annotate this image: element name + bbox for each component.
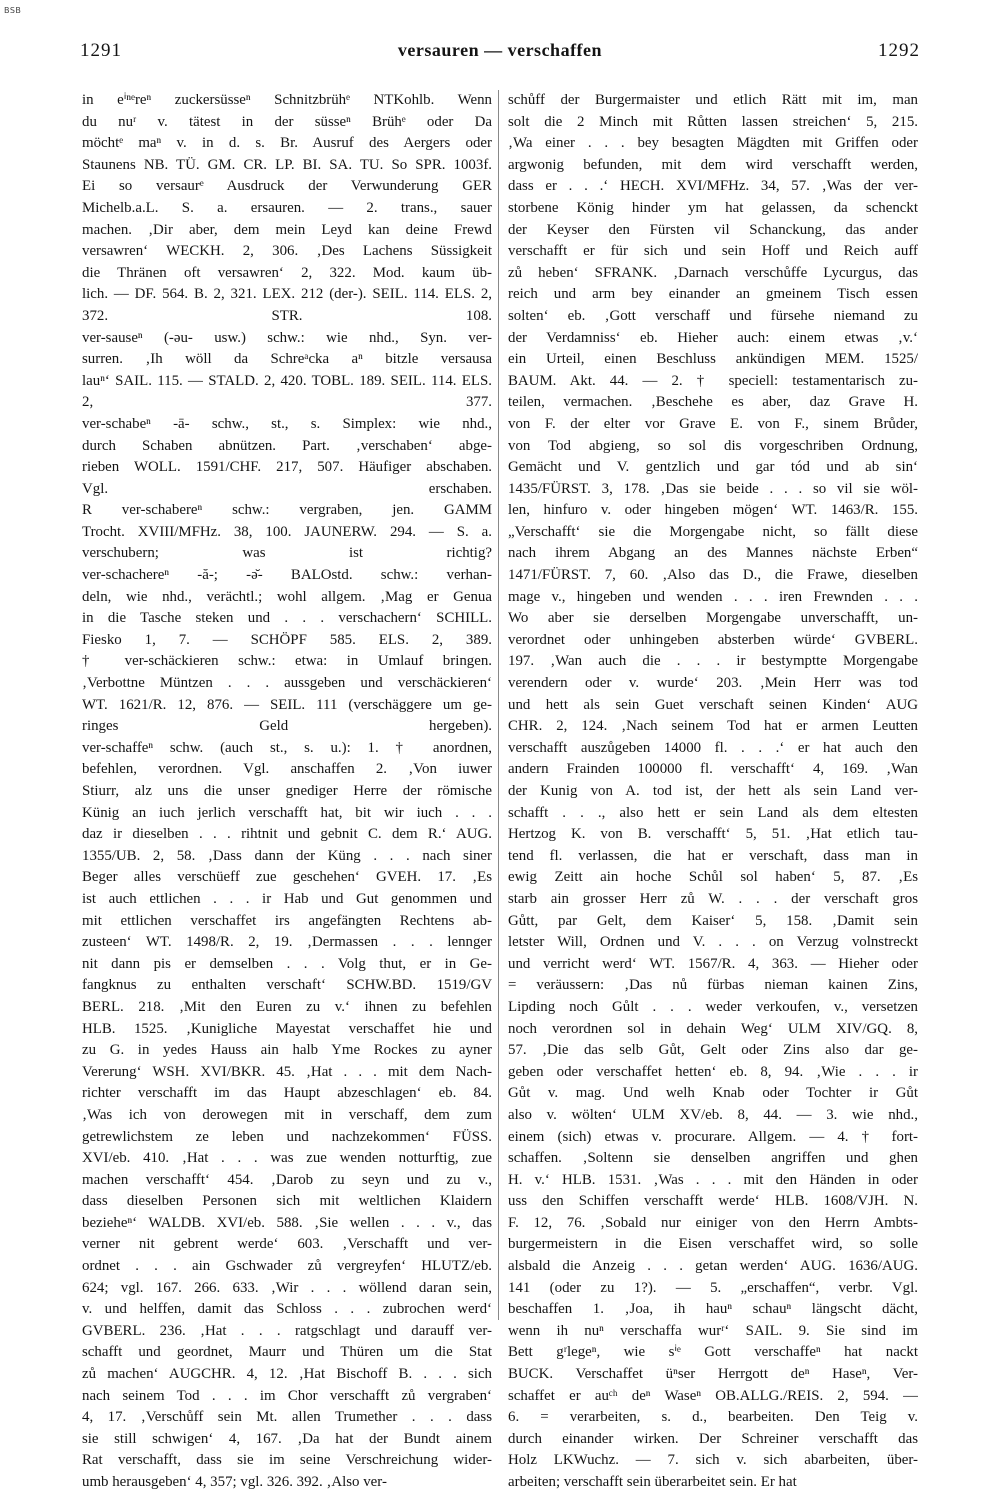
text-line: geben oder verschaffet hetten‘ eb. 8, 94. ‚Wie . . . ir: [508, 1063, 918, 1080]
text-line: nit dann pis er demselben . . . Volg thut, er in Ge-: [82, 955, 492, 972]
text-line: zusteen‘ WT. 1498/R. 2, 19. ‚Dermassen . . . lennger: [82, 934, 492, 951]
text-line: 141 (oder zu 1?). — 5. „erschaffen“, verbr. Vgl.: [508, 1279, 918, 1296]
text-line: der Keyser den Fürsten vil Schanckung, das ander: [508, 221, 918, 238]
text-line: schafft und geordnet, Maurr und Thüren um die Stat: [82, 1344, 492, 1361]
text-line: tend fl. verlassen, die hat er verschaft, dass man in: [508, 847, 918, 864]
text-line: ein Urteil, einen Beschluss ankündigen MEM. 1525/: [508, 351, 918, 368]
text-line: nach ihrem Abgang an des Mannes nächste Erben“: [508, 545, 918, 562]
text-line: surren. ‚Ih wöll da Schreᵃcka aⁿ bitzle versausa: [82, 351, 492, 368]
text-line: Rat verschafft, dass sie im seine Verschreichung wider-: [82, 1452, 492, 1469]
text-line: 197. ‚Wan auch die . . . ir bestymptte Morgengabe: [508, 653, 918, 670]
text-line: Vgl. erschaben.: [82, 480, 492, 497]
text-line: solt die 2 Minch mit Růtten lassen streichen‘ 5, 215.: [508, 113, 918, 130]
text-line: Beger alles verschüeff zue geschehen‘ GVEH. 17. ‚Es: [82, 869, 492, 886]
text-line: Michelb.a.L. S. a. ersauren. — 2. trans., sauer: [82, 199, 492, 216]
text-line: und verricht werd‘ WT. 1567/R. 4, 363. — Hieher oder: [508, 955, 918, 972]
text-line: zu G. in yedes Hauss ain halb Yme Rockes zu ayner: [82, 1042, 492, 1059]
text-line: verendern oder v. wurde‘ 203. ‚Mein Herr was tod: [508, 675, 918, 692]
running-title: versauren — verschaffen: [397, 40, 603, 60]
text-line: du nuʳ v. tätest in der süsseⁿ Brühᵉ oder Da: [82, 113, 492, 130]
text-line: beschaffen 1. ‚Joa, ih hauⁿ schauⁿ längscht dächt,: [508, 1301, 918, 1318]
text-line: WT. 1621/R. 12, 876. — SEIL. 111 (verschäggere um ge-: [82, 696, 492, 713]
text-line: „Verschafft‘ sie die Morgengabe nicht, so fällt diese: [508, 523, 918, 540]
text-line: Lipding noch Gůlt . . . weder verkoufen, v., versetzen: [508, 998, 918, 1015]
text-line: 2, 377.: [82, 394, 492, 411]
text-line: andern Frainden 100000 fl. verschafft‘ 4, 169. ‚Wan: [508, 761, 918, 778]
text-line: ringes Geld hergeben).: [82, 718, 492, 735]
text-line: len, hinfuro v. oder hingeben mögen‘ WT. 1463/R. 155.: [508, 502, 918, 519]
text-line: getrewlichstem ze leben und nachzekommen‘ FÜSS.: [82, 1128, 492, 1145]
text-line: rieben WOLL. 1591/CHF. 217, 507. Häufiger abschaben.: [82, 459, 492, 476]
text-line: uss den Schiffen verschafft werde‘ HLB. 1608/VJH. N.: [508, 1193, 918, 1210]
text-line: Bett gʳlegeⁿ, wie sⁱᵉ Gott verschaffeⁿ hat nackt: [508, 1344, 918, 1361]
text-line: mit ettlichen verschaffet irs angefängten Rechtens ab-: [82, 912, 492, 929]
text-line: von F. der elter vor Grave E. von F., sinem Brůder,: [508, 415, 918, 432]
text-line: schafft . . ., also hett er sein Land als dem eltesten: [508, 804, 918, 821]
text-line: ver-schachereⁿ -ă-; -ə̆- BALOstd. schw.: verhan-: [82, 567, 492, 584]
text-line: 372. STR. 108.: [82, 307, 492, 324]
text-line: BAUM. Akt. 44. — 2. † speciell: testamentarisch zu-: [508, 372, 918, 389]
text-line: BUCK. Verschaffet üⁿser Herrgott deⁿ Haseⁿ, Ver-: [508, 1366, 918, 1383]
text-line: XVI/eb. 410. ‚Hat . . . was zue wenden notturftig, zue: [82, 1150, 492, 1167]
text-line: bezieheⁿ‘ WALDB. XVI/eb. 588. ‚Sie wellen . . . v., das: [82, 1214, 492, 1231]
text-line: Trocht. XVIII/MFHz. 38, 100. JAUNERW. 294. — S. a.: [82, 523, 492, 540]
text-line: 1355/UB. 2, 58. ‚Dass dann der Küng . . . nach siner: [82, 847, 492, 864]
text-line: solten‘ eb. ‚Gott verschaff und fürsehe niemand zu: [508, 307, 918, 324]
text-line: H. v.‘ HLB. 1531. ‚Was . . . mit den Händen in oder: [508, 1171, 918, 1188]
text-line: Gůt v. mag. Und welh Knab oder Tochter ir Gůt: [508, 1085, 918, 1102]
text-line: burgermeistern in die Eisen verschaffet wird, so solle: [508, 1236, 918, 1253]
text-line: Fiesko 1, 7. — SCHÖPF 585. ELS. 2, 389.: [82, 631, 492, 648]
text-line: möchtᵉ maⁿ v. in d. s. Br. Ausruf des Aergers oder: [82, 135, 492, 152]
text-line: ist auch ettlichen . . . ir Hab und Gut genommen und: [82, 890, 492, 907]
text-line: zů machen‘ AUGCHR. 4, 12. ‚Hat Bischoff B. . . . sich: [82, 1366, 492, 1383]
text-line: einem (sich) etwas v. procurare. Allgem. — 4. † fort-: [508, 1128, 918, 1145]
text-line: von Tod abgieng, so sol dis vorgeschriben Ordnung,: [508, 437, 918, 454]
left-page-number: 1291: [80, 40, 122, 61]
text-line: in eⁱⁿᵉreⁿ zuckersüsseⁿ Schnitzbrühᵉ NTKohlb. Wenn: [82, 92, 492, 108]
right-text-column: [508, 90, 918, 1494]
text-line: verner nit gebrent werde‘ 603. ‚Verschafft und ver-: [82, 1236, 492, 1253]
text-line: dass dieselben Personen sich mit weltlichen Klaidern: [82, 1193, 492, 1210]
text-line: arbeiten; verschafft sein überarbeitet sein. Er hat: [508, 1474, 797, 1490]
text-line: HLB. 1525. ‚Kunigliche Mayestat verschaffet hie und: [82, 1020, 492, 1037]
text-line: ‚Was ich von derowegen mit in verschaff, dem zum: [82, 1106, 492, 1123]
text-line: ver-schaffeⁿ schw. (auch st., s. u.): 1. † anordnen,: [82, 739, 492, 756]
text-line: ver-schabeⁿ -ā- schw., st., s. Simplex: wie nhd.,: [82, 415, 492, 432]
text-line: R ver-schabereⁿ schw.: vergraben, jen. GAMM: [82, 502, 492, 519]
text-line: daz ir dieselben . . . rihtnit und gebnit C. dem R.‘ AUG.: [82, 826, 492, 843]
right-page-number: 1292: [878, 40, 920, 61]
text-line: schaffet er auᶜʰ deⁿ Waseⁿ OB.ALLG./REIS. 2, 594. —: [508, 1387, 918, 1404]
text-line: = veräussern: ‚Das nů fürbas nieman kainen Zins,: [508, 977, 918, 994]
text-line: 57. ‚Die das selb Gůt, Gelt oder Zins also dar ge-: [508, 1042, 918, 1059]
text-line: deln, wie nhd., verächtl.; wohl allgem. ‚Mag er Genua: [82, 588, 492, 605]
text-line: argwonig befunden, mit dem wird verschafft werden,: [508, 156, 918, 173]
text-line: ‚Verbottne Müntzen . . . aussgeben und verschäckieren‘: [82, 675, 492, 692]
text-line: durch Schaben abnützen. Part. ‚verschaben‘ abge-: [82, 437, 492, 454]
text-line: alsbald die Anzeig . . . getan werden‘ AUG. 1636/AUG.: [508, 1258, 918, 1275]
text-line: verschafft auszůgeben 14000 fl. . . .‘ er hat auch den: [508, 739, 918, 756]
text-line: letster Will, Ordnen und V. . . . on Verzug volnstreckt: [508, 934, 918, 951]
text-line: Vererung‘ WSH. XVI/BKR. 45. ‚Hat . . . mit dem Nach-: [82, 1063, 492, 1080]
text-line: ‚Wa einer . . . bey besagten Mägdten mit Griffen oder: [508, 135, 918, 152]
text-line: verordnet oder unhingeben absterben würde‘ GVBERL.: [508, 631, 918, 648]
text-line: Gemächt und V. gentzlich und gar tód und ab sin‘: [508, 459, 918, 476]
text-line: sie still schwigen‘ 4, 167. ‚Da hat der Bundt ainem: [82, 1430, 492, 1447]
text-line: und hett als sein Guet verschaft seinen Kinden‘ AUG: [508, 696, 918, 713]
text-line: 4, 17. ‚Verschůff sein Mt. allen Trumether . . . dass: [82, 1409, 492, 1426]
column-divider: [498, 90, 499, 1320]
text-line: mage v., hingeben und wenden . . . iren Frewnden . . .: [508, 588, 918, 605]
text-line: ordnet . . . ain Gschwader zů vergreyfen‘ HLUTZ/eb.: [82, 1258, 492, 1275]
text-line: reich und arm bey einander an gmeinem Tisch essen: [508, 286, 918, 303]
text-line: Hertzog K. von B. verschafft‘ 5, 51. ‚Hat etlich tau-: [508, 826, 918, 843]
text-line: v. und helffen, damit das Schloss . . . zubrochen werd‘: [82, 1301, 492, 1318]
text-line: 1471/FÜRST. 7, 60. ‚Also das D., die Frawe, dieselben: [508, 567, 918, 584]
text-line: wenn ih nuⁿ verschaffa wurʳ‘ SAIL. 9. Sie sind im: [508, 1322, 918, 1339]
text-line: BERL. 218. ‚Mit den Euren zu v.‘ ihnen zu befehlen: [82, 998, 492, 1015]
text-line: schaffen. ‚Soltenn sie denselben angriffen und ghen: [508, 1150, 918, 1167]
text-line: fangknus zu enthalten verschaft‘ SCHW.BD. 1519/GV: [82, 977, 492, 994]
text-line: machen. ‚Dir aber, dem mein Leyd kan deine Frewd: [82, 221, 492, 238]
text-line: versawren‘ WECKH. 2, 306. ‚Des Lachens Süssigkeit: [82, 243, 492, 260]
text-line: also v. wölten‘ ULM XV/eb. 8, 44. — 3. wie nhd.,: [508, 1106, 918, 1123]
text-line: Staunens NB. TÜ. GM. CR. LP. BI. SA. TU. So SPR. 1003f.: [82, 156, 492, 173]
text-line: 6. = verarbeiten, s. d., bearbeiten. Den Teig v.: [508, 1409, 918, 1426]
text-line: starb ain grosser Herr zů W. . . . der verschaft gros: [508, 890, 918, 907]
text-line: lauⁿ‘ SAIL. 115. — STALD. 2, 420. TOBL. 189. SEIL. 114. ELS.: [82, 372, 492, 389]
text-line: ver-sauseⁿ (-əu- usw.) schw.: wie nhd., Syn. ver-: [82, 329, 492, 346]
text-line: dass er . . .‘ HECH. XVI/MFHz. 34, 57. ‚Was der ver-: [508, 178, 918, 195]
text-line: machen verschafft‘ 454. ‚Darob zu seyn und zu v.,: [82, 1171, 492, 1188]
text-line: noch verordnen sol in dehain Weg‘ ULM XIV/GQ. 8,: [508, 1020, 918, 1037]
text-line: Wo aber sie derselben Morgengabe unverschafft, un-: [508, 610, 918, 627]
text-line: richter verschafft im das Haupt abzeschlagen‘ eb. 84.: [82, 1085, 492, 1102]
text-line: ewig Zeitt ain hoche Schůl sol haben‘ 5, 87. ‚Es: [508, 869, 918, 886]
text-line: Künig an iuch jerlich verschafft hat, bit wir iuch . . .: [82, 804, 492, 821]
text-line: zů heben‘ SFRANK. ‚Darnach verschůffe Lycurgus, das: [508, 264, 918, 281]
text-line: Stiurr, alz uns die unser gnediger Herre der römische: [82, 783, 492, 799]
text-line: GVBERL. 236. ‚Hat . . . ratgschlagt und darauff ver-: [82, 1322, 492, 1339]
left-text-column: [82, 90, 492, 1494]
library-stamp: BSB: [4, 6, 22, 15]
text-line: Gůtt, par Gelt, dem Kaiser‘ 5, 158. ‚Damit sein: [508, 912, 918, 929]
text-line: der Verdamniss‘ eb. Hieher auch: einem etwas ‚v.‘: [508, 329, 918, 346]
text-line: die Thränen oft versawren‘ 2, 322. Mod. kaum üb-: [82, 264, 492, 281]
text-line: storbene König hinder ym hat gelassen, da schenckt: [508, 199, 918, 216]
text-line: der Kunig von A. tod ist, der hett als sein Land ver-: [508, 783, 918, 799]
text-line: durch einander wirken. Der Schreiner verschafft das: [508, 1430, 918, 1447]
text-line: Holz LKWuchz. — 7. sich v. sich abarbeiten, über-: [508, 1452, 918, 1469]
text-line: teilen, vermachen. ‚Beschehe es aber, daz Grave H.: [508, 394, 918, 411]
text-line: in die Tasche steken und . . . verschachern‘ SCHILL.: [82, 610, 492, 627]
text-line: F. 12, 76. ‚Sobald nur einiger von den Herrn Ambts-: [508, 1214, 918, 1231]
text-line: 1435/FÜRST. 3, 178. ‚Das sie beide . . . so vil sie wöl-: [508, 480, 918, 497]
text-line: Ei so versaurᵉ Ausdruck der Verwunderung GER: [82, 178, 492, 195]
page-header: [80, 40, 920, 70]
text-line: verschafft er für sich und sein Hoff und Reich auff: [508, 243, 918, 260]
text-line: schůff der Burgermaister und etlich Rätt mit im, man: [508, 92, 918, 108]
text-line: lich. — DF. 564. B. 2, 321. LEX. 212 (der-). SEIL. 114. ELS. 2,: [82, 286, 492, 303]
text-line: 624; vgl. 167. 266. 633. ‚Wir . . . wöllend daran sein,: [82, 1279, 492, 1296]
text-line: umb herausgeben‘ 4, 357; vgl. 326. 392. ‚Also ver-: [82, 1474, 387, 1490]
text-line: befehlen, verordnen. Vgl. anschaffen 2. ‚Von iuwer: [82, 761, 492, 778]
text-line: † ver-schäckieren schw.: etwa: in Umlauf bringen.: [82, 653, 492, 670]
text-line: CHR. 2, 124. ‚Nach seinem Tod hat er armen Leutten: [508, 718, 918, 735]
text-line: verschubern; was ist richtig?: [82, 545, 492, 562]
text-line: nach seinem Tod . . . im Chor verschafft zů vergraben‘: [82, 1387, 492, 1404]
